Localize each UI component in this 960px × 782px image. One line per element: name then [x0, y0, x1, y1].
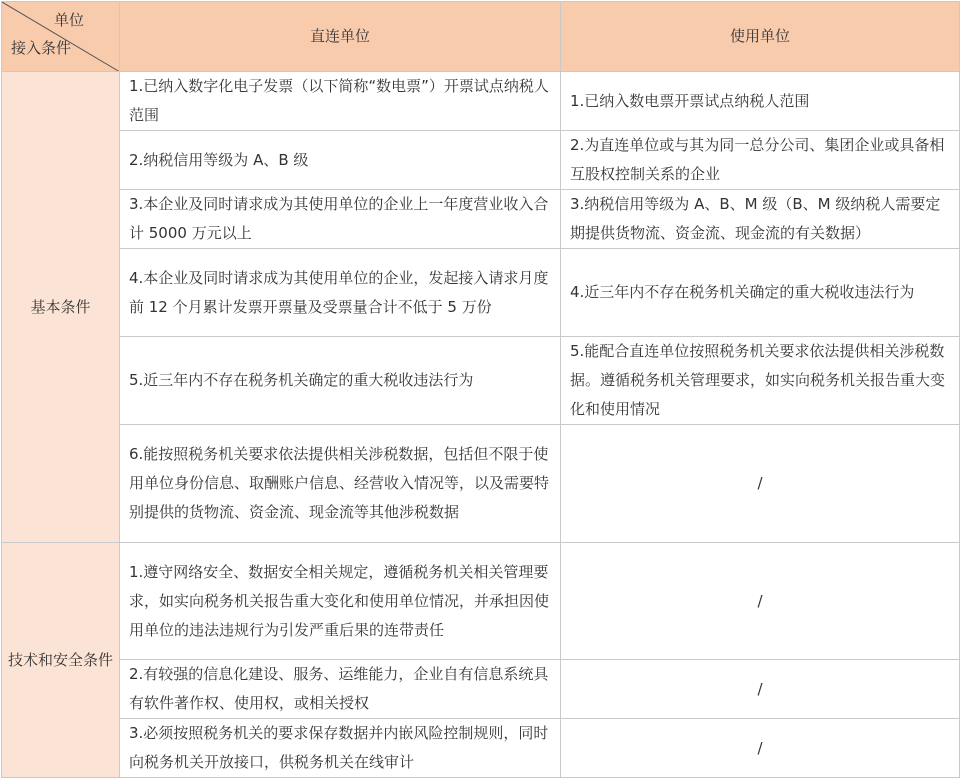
direct-condition-cell: 5.近三年内不存在税务机关确定的重大税收违法行为	[120, 337, 561, 425]
header-row	[2, 2, 960, 72]
direct-condition-cell: 2.纳税信用等级为 A、B 级	[120, 131, 561, 190]
direct-condition-cell: 4.本企业及同时请求成为其使用单位的企业，发起接入请求月度前 12 个月累计发票开票量及受票量合计不低于 5 万份	[120, 249, 561, 337]
user-condition-cell: 2.为直连单位或与其为同一总分公司、集团企业或具备相互股权控制关系的企业	[561, 131, 960, 190]
user-condition-cell: /	[561, 543, 960, 660]
corner-header-bottom: 接入条件	[11, 39, 72, 57]
category-technical-security: 技术和安全条件	[2, 543, 120, 778]
table-row	[2, 425, 960, 543]
user-condition-cell: /	[561, 660, 960, 719]
user-condition-cell: /	[561, 425, 960, 543]
table-row	[2, 719, 960, 778]
column-header-user: 使用单位	[561, 2, 960, 72]
direct-condition-cell: 1.遵守网络安全、数据安全相关规定，遵循税务机关相关管理要求，如实向税务机关报告重大变化和使用单位情况，并承担因使用单位的违法违规行为引发严重后果的连带责任	[120, 543, 561, 660]
table-row	[2, 72, 960, 131]
user-condition-cell: 5.能配合直连单位按照税务机关要求依法提供相关涉税数据。遵循税务机关管理要求，如实向税务机关报告重大变化和使用情况	[561, 337, 960, 425]
table-row	[2, 249, 960, 337]
direct-condition-cell: 3.本企业及同时请求成为其使用单位的企业上一年度营业收入合计 5000 万元以上	[120, 190, 561, 249]
column-header-direct: 直连单位	[120, 2, 561, 72]
access-conditions-table	[1, 1, 960, 778]
user-condition-cell: 1.已纳入数电票开票试点纳税人范围	[561, 72, 960, 131]
category-basic: 基本条件	[2, 72, 120, 543]
user-condition-cell: /	[561, 719, 960, 778]
direct-condition-cell: 3.必须按照税务机关的要求保存数据并内嵌风险控制规则，同时向税务机关开放接口，供税务机关在线审计	[120, 719, 561, 778]
table-row	[2, 131, 960, 190]
user-condition-cell: 4.近三年内不存在税务机关确定的重大税收违法行为	[561, 249, 960, 337]
table-row	[2, 543, 960, 660]
direct-condition-cell: 1.已纳入数字化电子发票（以下简称“数电票”）开票试点纳税人范围	[120, 72, 561, 131]
direct-condition-cell: 6.能按照税务机关要求依法提供相关涉税数据，包括但不限于使用单位身份信息、取酬账户信息、经营收入情况等，以及需要特别提供的货物流、资金流、现金流等其他涉税数据	[120, 425, 561, 543]
table-row	[2, 337, 960, 425]
corner-header-top: 单位	[54, 11, 85, 29]
table-row	[2, 660, 960, 719]
table-row	[2, 190, 960, 249]
direct-condition-cell: 2.有较强的信息化建设、服务、运维能力，企业自有信息系统具有软件著作权、使用权，或相关授权	[120, 660, 561, 719]
corner-header-cell	[2, 2, 120, 72]
user-condition-cell: 3.纳税信用等级为 A、B、M 级（B、M 级纳税人需要定期提供货物流、资金流、现金流的有关数据）	[561, 190, 960, 249]
